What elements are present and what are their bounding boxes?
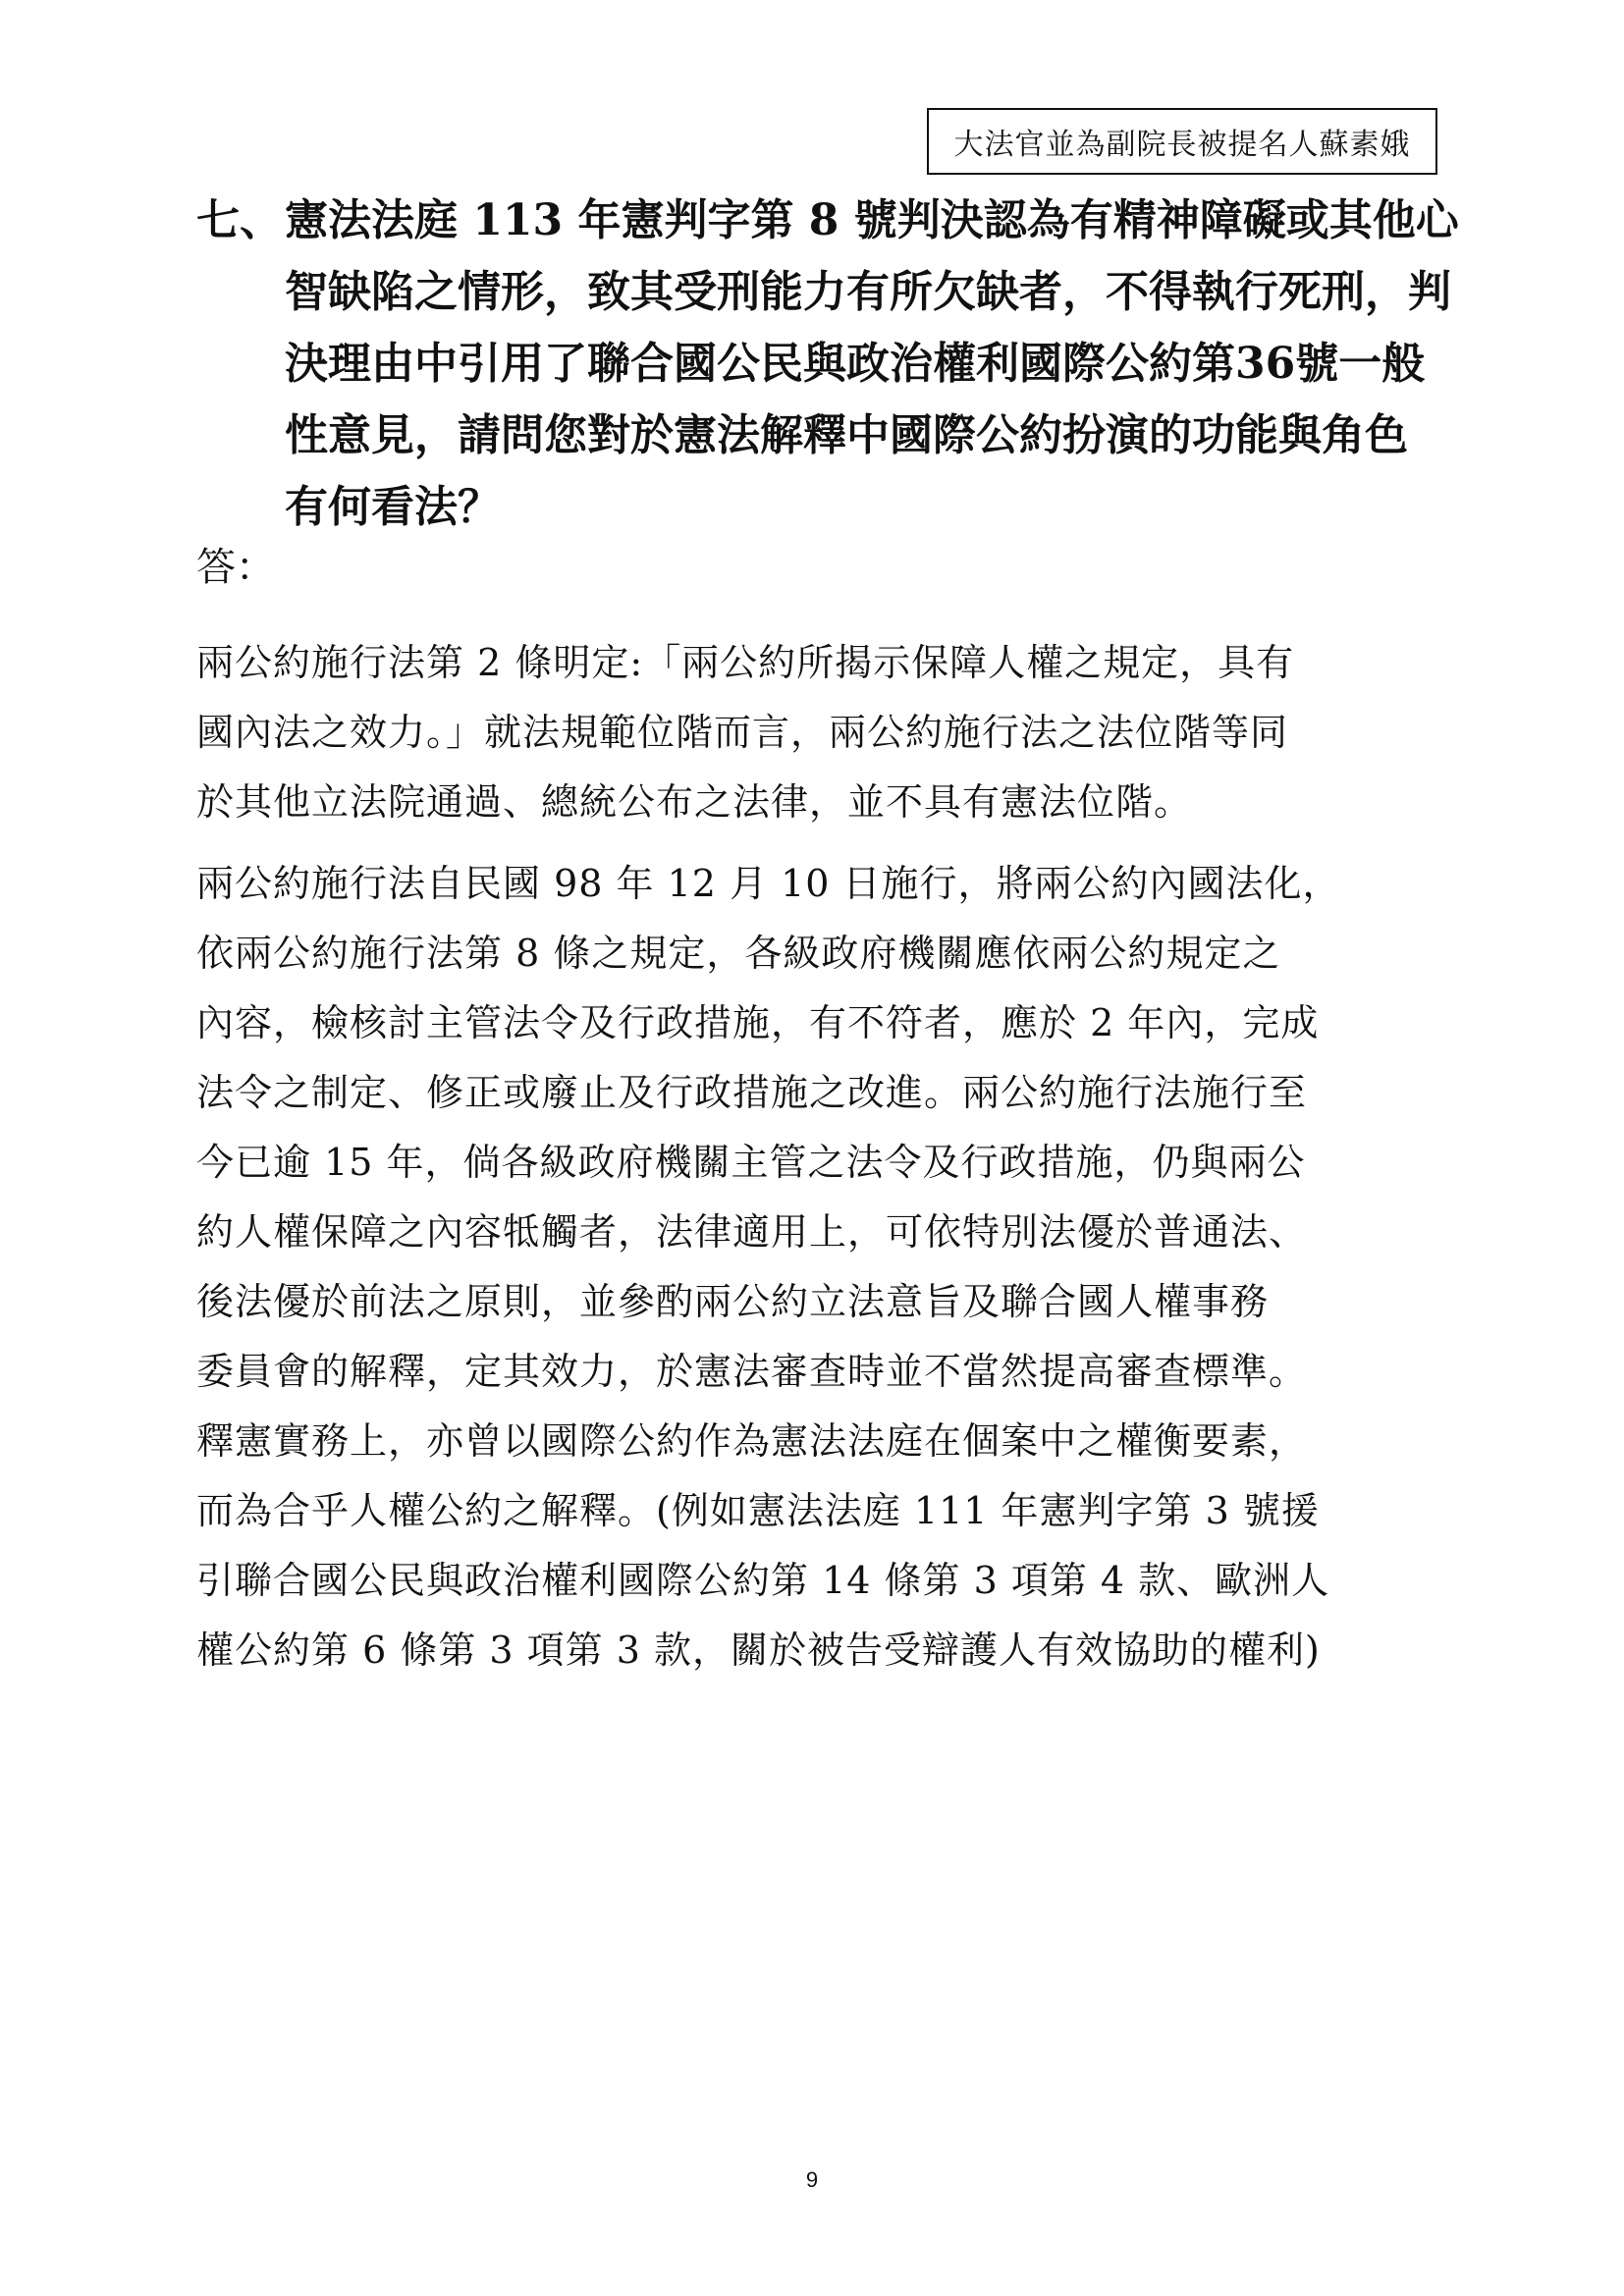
page-number: 9 — [805, 2167, 819, 2192]
paragraph-line: 兩公約施行法自民國 98 年 12 月 10 日施行，將兩公約內國法化， — [196, 862, 1341, 905]
paragraph-line: 兩公約施行法第 2 條明定:「兩公約所揭示保障人權之規定，具有 — [196, 641, 1295, 684]
paragraph-line: 國內法之效力。」就法規範位階而言，兩公約施行法之法位階等同 — [196, 711, 1289, 754]
answer-paragraph-2 — [196, 849, 1473, 1685]
paragraph-line: 內容，檢核討主管法令及行政措施，有不符者，應於 2 年內，完成 — [196, 1001, 1320, 1044]
paragraph-line: 於其他立法院通過、總統公布之法律，並不具有憲法位階。 — [196, 780, 1193, 824]
paragraph-line: 權公約第 6 條第 3 項第 3 款，關於被告受辯護人有效協助的權利) — [196, 1629, 1321, 1672]
question-line: 智缺陷之情形，致其受刑能力有所欠缺者，不得執行死刑，判 — [285, 267, 1451, 317]
question-line: 憲法法庭 113 年憲判字第 8 號判決認為有精神障礙或其他心 — [285, 195, 1459, 245]
paragraph-line: 法令之制定、修正或廢止及行政措施之改進。兩公約施行法施行至 — [196, 1071, 1308, 1114]
answer-paragraph-1 — [196, 628, 1473, 837]
paragraph-line: 後法優於前法之原則，並參酌兩公約立法意旨及聯合國人權事務 — [196, 1280, 1270, 1323]
question-number: 七、 — [196, 195, 283, 245]
paragraph-line: 而為合乎人權公約之解釋。(例如憲法法庭 111 年憲判字第 3 號援 — [196, 1489, 1320, 1532]
nominee-header-box — [927, 108, 1437, 175]
question-line: 有何看法？ — [285, 482, 501, 532]
paragraph-line: 今已逾 15 年，倘各級政府機關主管之法令及行政措施，仍與兩公 — [196, 1141, 1306, 1184]
paragraph-line: 委員會的解釋，定其效力，於憲法審查時並不當然提高審查標準。 — [196, 1350, 1308, 1393]
nominee-header-label: 大法官並為副院長被提名人蘇素娥 — [953, 128, 1411, 162]
question-block — [196, 185, 1459, 543]
question-line: 決理由中引用了聯合國公民與政治權利國際公約第36號一般 — [285, 339, 1426, 389]
answer-label: 答： — [196, 545, 275, 590]
question-line: 性意見，請問您對於憲法解釋中國際公約扮演的功能與角色 — [285, 410, 1408, 460]
question-first-line — [196, 185, 1459, 256]
paragraph-line: 引聯合國公民與政治權利國際公約第 14 條第 3 項第 4 款、歐洲人 — [196, 1559, 1330, 1602]
paragraph-line: 約人權保障之內容牴觸者，法律適用上，可依特別法優於普通法、 — [196, 1210, 1308, 1254]
paragraph-line: 釋憲實務上，亦曾以國際公約作為憲法法庭在個案中之權衡要素， — [196, 1419, 1308, 1463]
paragraph-line: 依兩公約施行法第 8 條之規定，各級政府機關應依兩公約規定之 — [196, 932, 1281, 975]
